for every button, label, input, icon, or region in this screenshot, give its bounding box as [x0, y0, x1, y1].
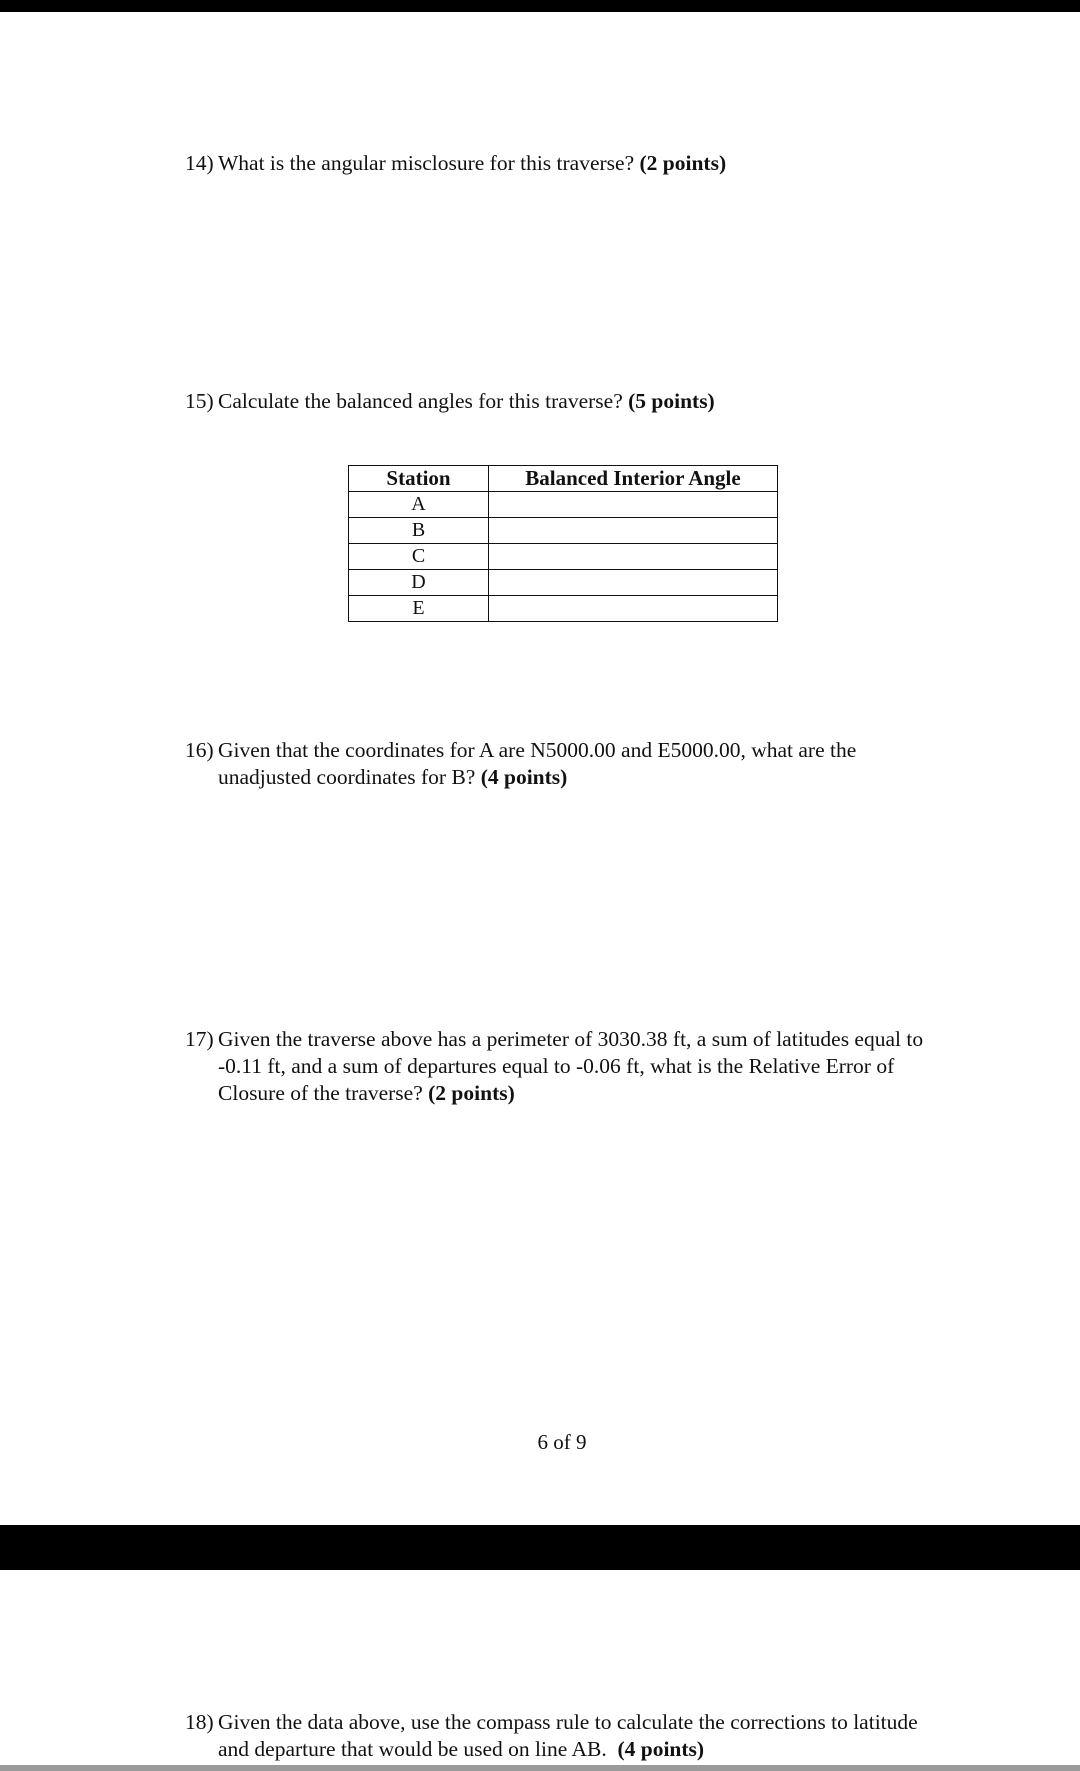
- header-balanced-interior-angle: Balanced Interior Angle: [489, 466, 778, 492]
- question-16-line2: unadjusted coordinates for B?: [218, 765, 476, 789]
- question-18-line1: Given the data above, use the compass rule to calculate the corrections to latitude: [218, 1710, 918, 1734]
- top-black-bar: [0, 0, 1080, 12]
- question-16-points: (4 points): [480, 765, 568, 789]
- page-number: 6 of 9: [537, 1430, 587, 1454]
- angle-cell[interactable]: [489, 596, 778, 622]
- station-cell: B: [349, 518, 489, 544]
- question-17-line2: -0.11 ft, and a sum of departures equal to -0.06 ft, what is the Relative Error of: [218, 1054, 895, 1078]
- question-16: [185, 737, 856, 791]
- question-17-line1: Given the traverse above has a perimeter of 3030.38 ft, a sum of latitudes equal to: [218, 1027, 924, 1051]
- table-header-row: [349, 466, 778, 492]
- station-cell: C: [349, 544, 489, 570]
- bottom-gray-bar: [0, 1765, 1080, 1771]
- question-14: [185, 150, 726, 177]
- question-18-line2: and departure that would be used on line AB.: [218, 1737, 607, 1761]
- question-18: [185, 1709, 918, 1763]
- question-14-text: What is the angular misclosure for this traverse?: [218, 151, 635, 175]
- table-row: [349, 492, 778, 518]
- balanced-angles-table: [348, 465, 778, 622]
- question-14-number: 14): [185, 151, 214, 175]
- question-18-number: 18): [185, 1710, 214, 1734]
- question-17-number: 17): [185, 1027, 214, 1051]
- table-row: [349, 570, 778, 596]
- question-18-points: (4 points): [617, 1737, 705, 1761]
- station-cell: E: [349, 596, 489, 622]
- question-14-points: (2 points): [639, 151, 727, 175]
- question-15-points: (5 points): [628, 389, 715, 413]
- question-15-number: 15): [185, 389, 214, 413]
- question-16-number: 16): [185, 738, 214, 762]
- table-row: [349, 518, 778, 544]
- angle-cell[interactable]: [489, 570, 778, 596]
- station-cell: D: [349, 570, 489, 596]
- question-15: [185, 388, 715, 415]
- question-17-points: (2 points): [428, 1081, 515, 1105]
- angle-cell[interactable]: [489, 492, 778, 518]
- question-17-line3: Closure of the traverse?: [218, 1081, 423, 1105]
- station-cell: A: [349, 492, 489, 518]
- angle-cell[interactable]: [489, 518, 778, 544]
- page-separator: [0, 1525, 1080, 1570]
- question-15-text: Calculate the balanced angles for this traverse?: [218, 389, 623, 413]
- table-row: [349, 596, 778, 622]
- table-row: [349, 544, 778, 570]
- header-station: Station: [349, 466, 489, 492]
- question-16-line1: Given that the coordinates for A are N5000.00 and E5000.00, what are the: [218, 738, 857, 762]
- question-17: [185, 1026, 923, 1107]
- angle-cell[interactable]: [489, 544, 778, 570]
